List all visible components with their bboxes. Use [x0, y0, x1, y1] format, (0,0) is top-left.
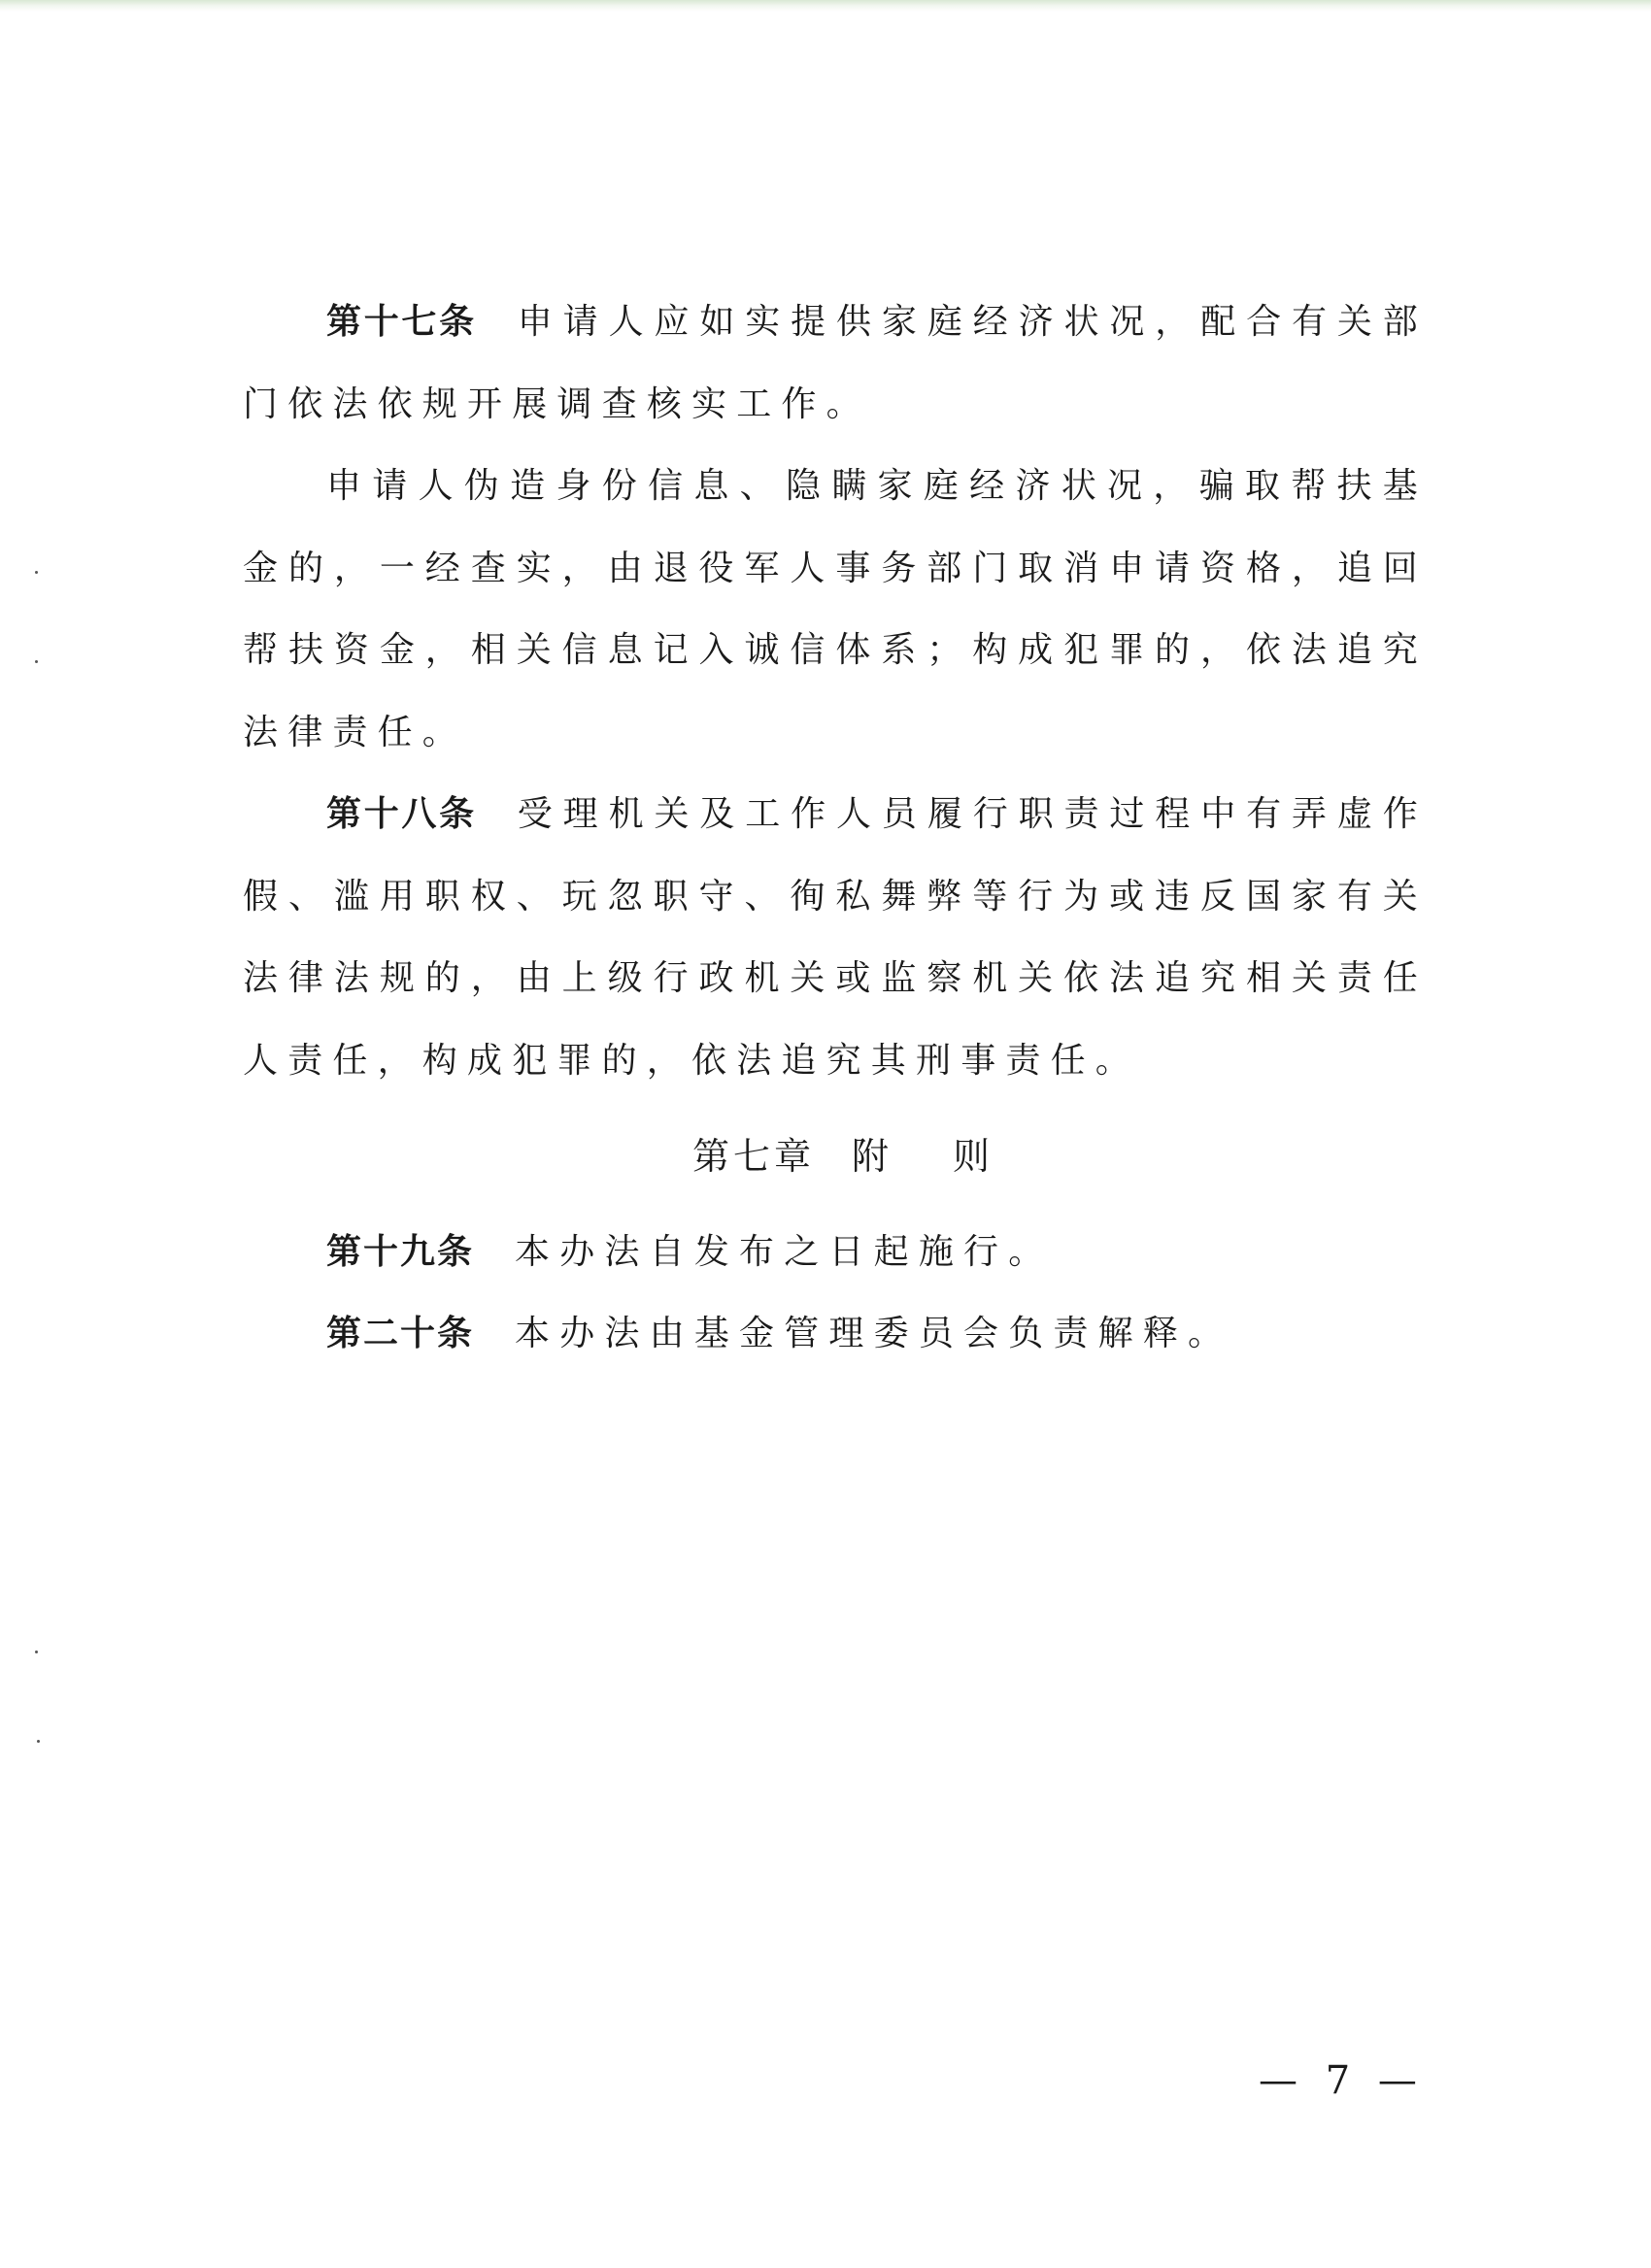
chapter-7-number: 第七章 — [691, 1135, 815, 1178]
article-17-text-1: 申请人应如实提供家庭经济状况，配合有关部门依法依规开展调查核实工作。 — [243, 302, 1428, 424]
chapter-spacer-bottom — [243, 1198, 1428, 1212]
page-number: — 7 — — [1259, 2058, 1425, 2103]
article-17-number: 第十七条 — [326, 302, 477, 342]
article-18-paragraph-1 — [243, 774, 1428, 1102]
scan-speck — [35, 660, 38, 663]
chapter-7-title-part2: 则 — [953, 1135, 991, 1178]
scan-top-edge — [0, 0, 1651, 12]
document-body — [243, 282, 1428, 1376]
scan-speck — [37, 1740, 40, 1743]
article-17-paragraph-1 — [243, 282, 1428, 446]
chapter-7-heading — [243, 1116, 1428, 1198]
article-20-text: 本办法由基金管理委员会负责解释。 — [515, 1314, 1233, 1353]
article-17-paragraph-2 — [243, 446, 1428, 774]
article-19-paragraph — [243, 1212, 1428, 1294]
scan-speck — [35, 1651, 38, 1653]
chapter-spacer-top — [243, 1102, 1428, 1116]
article-19-number: 第十九条 — [326, 1231, 475, 1272]
article-17-text-2: 申请人伪造身份信息、隐瞒家庭经济状况，骗取帮扶基金的，一经查实，由退役军人事务部门取消申请资格，追回帮扶资金，相关信息记入诚信体系；构成犯罪的，依法追究法律责任。 — [243, 466, 1428, 752]
scan-speck — [35, 571, 38, 574]
article-18-text-1: 受理机关及工作人员履行职责过程中有弄虚作假、滥用职权、玩忽职守、徇私舞弊等行为或违反国家有关法律法规的，由上级行政机关或监察机关依法追究相关责任人责任，构成犯罪的，依法追究其刑事责任。 — [243, 794, 1428, 1081]
article-18-number: 第十八条 — [326, 794, 477, 834]
article-19-text: 本办法自发布之日起施行。 — [515, 1231, 1054, 1272]
article-20-number: 第二十条 — [326, 1314, 475, 1353]
chapter-7-title-part1: 附 — [851, 1135, 889, 1178]
article-20-paragraph — [243, 1293, 1428, 1376]
